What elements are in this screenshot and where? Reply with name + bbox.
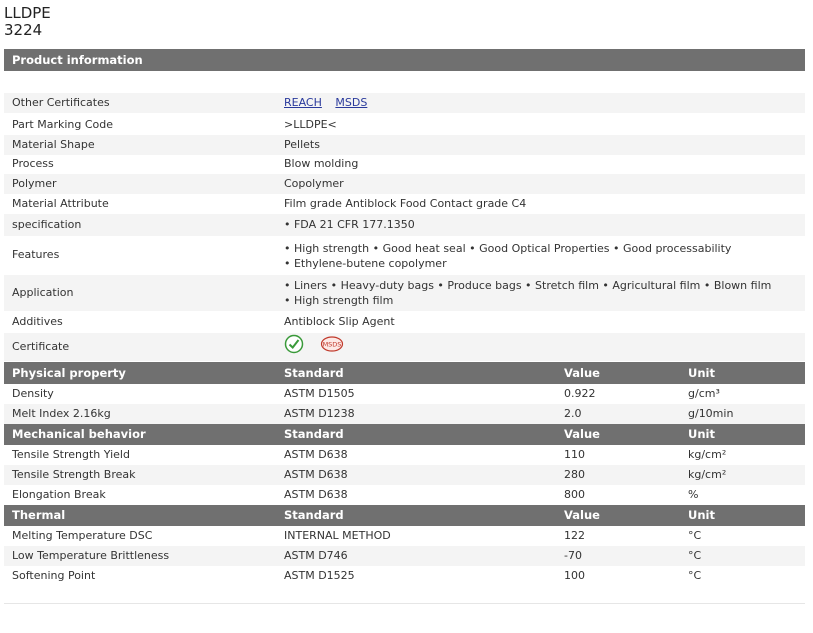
info-row-material-attribute <box>4 194 805 214</box>
row-value: • FDA 21 CFR 177.1350 <box>284 218 415 231</box>
property-value: -70 <box>564 549 582 562</box>
row-value: Antiblock Slip Agent <box>284 315 395 328</box>
col-unit-header: Unit <box>688 427 715 441</box>
row-label: Material Attribute <box>12 197 109 210</box>
check-circle-icon[interactable] <box>284 334 304 365</box>
col-standard-header: Standard <box>284 427 344 441</box>
physical-property-header <box>4 362 805 384</box>
table-row <box>4 404 805 424</box>
table-row <box>4 465 805 485</box>
table-row <box>4 546 805 566</box>
table-row <box>4 384 805 404</box>
section-title: Mechanical behavior <box>12 427 146 441</box>
col-unit-header: Unit <box>688 366 715 380</box>
product-name: LLDPE <box>4 4 51 22</box>
row-label: Certificate <box>12 340 70 353</box>
col-unit-header: Unit <box>688 508 715 522</box>
msds-badge-label: MSDS <box>322 340 341 349</box>
property-standard: INTERNAL METHOD <box>284 529 391 542</box>
table-row <box>4 566 805 586</box>
mechanical-behavior-header <box>4 424 805 445</box>
product-info-header <box>4 49 805 71</box>
property-standard: ASTM D638 <box>284 468 348 481</box>
property-unit: % <box>688 488 699 501</box>
certificate-icons <box>284 334 356 365</box>
table-row <box>4 445 805 465</box>
row-label: Features <box>12 248 60 261</box>
property-unit: kg/cm² <box>688 468 727 481</box>
info-row-polymer <box>4 174 805 194</box>
row-label: Polymer <box>12 177 57 190</box>
property-value: 800 <box>564 488 585 501</box>
info-row-certificate <box>4 333 805 361</box>
info-row-features <box>4 238 805 272</box>
property-name: Low Temperature Brittleness <box>12 549 170 562</box>
application-line: • Liners • Heavy-duty bags • Produce bags • Stretch film • Agricultural film • Blown film <box>284 279 772 292</box>
property-value: 2.0 <box>564 407 582 420</box>
property-standard: ASTM D638 <box>284 488 348 501</box>
row-value <box>284 278 771 308</box>
row-label: Additives <box>12 315 63 328</box>
row-value: >LLDPE< <box>284 118 337 131</box>
property-standard: ASTM D638 <box>284 448 348 461</box>
property-value: 280 <box>564 468 585 481</box>
row-label: Material Shape <box>12 138 95 151</box>
table-row <box>4 526 805 546</box>
product-grade: 3224 <box>4 21 43 39</box>
col-value-header: Value <box>564 508 600 522</box>
property-name: Tensile Strength Yield <box>12 448 130 461</box>
info-row-application <box>4 275 805 311</box>
property-value: 0.922 <box>564 387 596 400</box>
property-unit: °C <box>688 529 702 542</box>
section-title: Physical property <box>12 366 126 380</box>
property-name: Tensile Strength Break <box>12 468 136 481</box>
row-value: Blow molding <box>284 157 359 170</box>
info-row-process <box>4 154 805 174</box>
info-row-specification <box>4 214 805 236</box>
row-value: Copolymer <box>284 177 344 190</box>
property-unit: °C <box>688 549 702 562</box>
property-name: Density <box>12 387 54 400</box>
row-label: specification <box>12 218 82 231</box>
table-row <box>4 485 805 505</box>
row-label: Application <box>12 286 74 299</box>
col-value-header: Value <box>564 366 600 380</box>
info-row-additives <box>4 312 805 332</box>
info-row-part-marking <box>4 115 805 135</box>
thermal-header <box>4 505 805 526</box>
property-value: 122 <box>564 529 585 542</box>
row-value: Pellets <box>284 138 320 151</box>
certificate-links <box>284 93 377 113</box>
row-value: Film grade Antiblock Food Contact grade C4 <box>284 197 527 210</box>
property-value: 100 <box>564 569 585 582</box>
row-label: Process <box>12 157 54 170</box>
property-unit: g/cm³ <box>688 387 720 400</box>
property-standard: ASTM D1238 <box>284 407 355 420</box>
application-line: • High strength film <box>284 294 394 307</box>
property-standard: ASTM D746 <box>284 549 348 562</box>
section-title: Thermal <box>12 508 66 522</box>
row-value <box>284 241 731 271</box>
property-name: Melt Index 2.16kg <box>12 407 111 420</box>
info-row-other-certificates <box>4 93 805 113</box>
property-name: Softening Point <box>12 569 96 582</box>
info-row-material-shape <box>4 135 805 155</box>
property-unit: g/10min <box>688 407 734 420</box>
property-standard: ASTM D1505 <box>284 387 355 400</box>
col-standard-header: Standard <box>284 508 344 522</box>
product-title <box>4 5 51 39</box>
property-value: 110 <box>564 448 585 461</box>
row-label: Part Marking Code <box>12 118 114 131</box>
bottom-divider <box>4 603 805 604</box>
row-label: Other Certificates <box>12 96 110 109</box>
features-line: • High strength • Good heat seal • Good Optical Properties • Good processability <box>284 242 732 255</box>
property-name: Elongation Break <box>12 488 106 501</box>
col-value-header: Value <box>564 427 600 441</box>
property-name: Melting Temperature DSC <box>12 529 153 542</box>
section-title: Product information <box>12 53 143 67</box>
reach-link[interactable]: REACH <box>284 96 322 109</box>
property-standard: ASTM D1525 <box>284 569 355 582</box>
col-standard-header: Standard <box>284 366 344 380</box>
msds-badge-icon[interactable] <box>320 335 344 364</box>
property-unit: kg/cm² <box>688 448 727 461</box>
property-unit: °C <box>688 569 702 582</box>
msds-link[interactable]: MSDS <box>335 96 368 109</box>
features-line: • Ethylene-butene copolymer <box>284 257 447 270</box>
